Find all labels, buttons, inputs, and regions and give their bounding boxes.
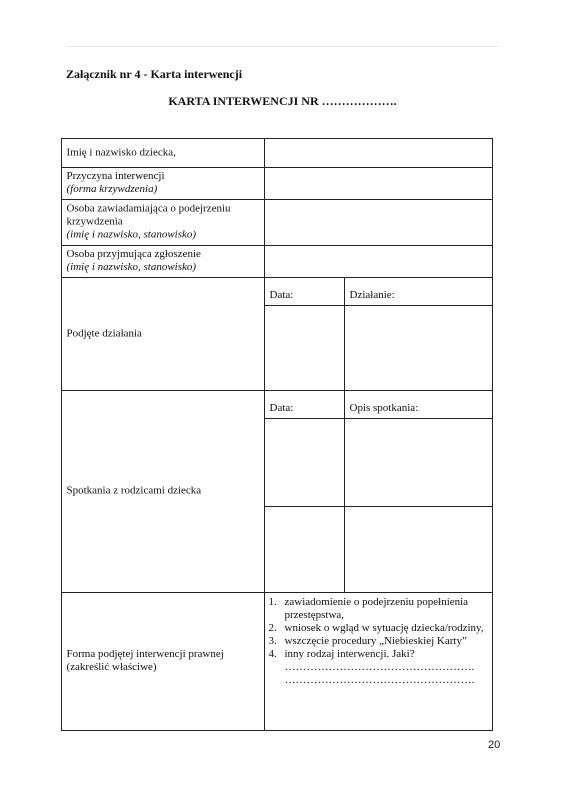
cell-meetings-label: [61, 390, 265, 593]
actions-action-header: Działanie:: [349, 288, 395, 301]
cell-reporter-label: [61, 199, 265, 246]
cell-child-name-value[interactable]: [264, 138, 493, 168]
reason-label: Przyczyna interwencji: [66, 170, 165, 182]
receiver-hint: (imię i nazwisko, stanowisko): [66, 261, 197, 273]
reporter-label-line2: krzywdzenia: [66, 215, 123, 228]
receiver-label: Osoba przyjmująca zgłoszenie: [66, 248, 201, 260]
meetings-desc-header: Opis spotkania:: [349, 401, 419, 414]
cell-actions-label: [61, 277, 265, 391]
cell-receiver-label: [61, 245, 265, 278]
cell-actions-date-header: [264, 277, 345, 306]
cell-reporter-value[interactable]: [264, 199, 493, 246]
attachment-heading: Załącznik nr 4 - Karta interwencji: [66, 67, 243, 81]
legal-option-3[interactable]: 3. wszczęcie procedury „Niebieskiej Karty”: [268, 634, 467, 647]
cell-legal-label: [61, 592, 265, 731]
reason-hint: (forma krzywdzenia): [66, 183, 158, 195]
legal-label-line1: Forma podjętej interwencji prawnej: [66, 648, 224, 660]
card-title: KARTA INTERWENCJI NR ……………….: [168, 94, 397, 108]
actions-date-header: Data:: [269, 288, 294, 301]
meetings-date-header: Data:: [269, 401, 294, 414]
cell-meetings-date-header: [264, 390, 345, 419]
cell-actions-date-value[interactable]: [264, 305, 345, 391]
cell-child-name-label: [61, 138, 265, 168]
reporter-hint: (imię i nazwisko, stanowisko): [66, 228, 197, 241]
cell-legal-options: [264, 592, 493, 731]
cell-meetings-date-value-1[interactable]: [264, 418, 345, 507]
actions-label: Podjęte działania: [66, 327, 142, 339]
meetings-label: Spotkania z rodzicami dziecka: [66, 484, 202, 497]
cell-meetings-desc-value-2[interactable]: [344, 506, 493, 593]
cell-meetings-desc-value-1[interactable]: [344, 418, 493, 507]
cell-receiver-value[interactable]: [264, 245, 493, 278]
legal-option-4[interactable]: 4. inny rodzaj interwencji. Jaki?: [268, 647, 415, 660]
child-name-label: Imię i nazwisko dziecka,: [66, 146, 176, 158]
legal-label-line2: (zakreślić właściwe): [66, 661, 157, 673]
page-number: 20: [488, 739, 501, 751]
legal-option-1[interactable]: 1. zawiadomienie o podejrzeniu popełnienia przestępstwa,: [268, 595, 469, 621]
legal-other-dots-1[interactable]: …………………………………………….: [284, 660, 475, 673]
cell-actions-action-header: [344, 277, 493, 306]
cell-actions-action-value[interactable]: [344, 305, 493, 391]
cell-reason-value[interactable]: [264, 167, 493, 200]
header-rule: [66, 46, 499, 47]
reporter-label-line1: Osoba zawiadamiająca o podejrzeniu: [66, 202, 231, 215]
cell-meetings-date-value-2[interactable]: [264, 506, 345, 593]
legal-options-list: [269, 596, 488, 687]
cell-meetings-desc-header: [344, 390, 493, 419]
legal-other-dots-2[interactable]: …………………………………………….: [284, 673, 475, 686]
cell-reason-label: [61, 167, 265, 200]
legal-option-2[interactable]: 2. wniosek o wgląd w sytuację dziecka/rodziny,: [268, 621, 484, 634]
